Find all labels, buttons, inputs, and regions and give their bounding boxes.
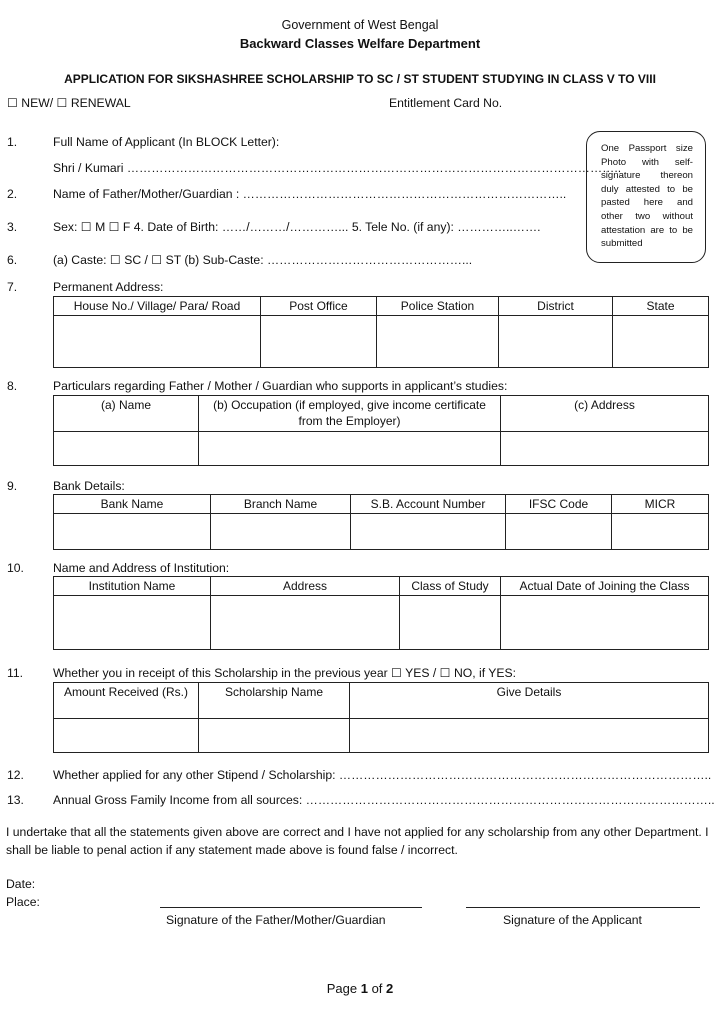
col-post-office: Post Office: [261, 297, 377, 316]
other-stipend-field[interactable]: Whether applied for any other Stipend / Scholarship: ………………………………………………………………………………..: [53, 768, 712, 782]
col-institution-name: Institution Name: [54, 577, 211, 596]
col-police-station: Police Station: [377, 297, 499, 316]
institution-cell[interactable]: [400, 596, 501, 650]
col-class: Class of Study: [400, 577, 501, 596]
bank-cell[interactable]: [612, 514, 709, 550]
col-district: District: [499, 297, 613, 316]
guardian-signature-line[interactable]: [160, 907, 422, 908]
address-table: [53, 296, 709, 368]
col-account-number: S.B. Account Number: [351, 495, 506, 514]
col-guardian-address: (c) Address: [501, 396, 709, 432]
col-joining-date: Actual Date of Joining the Class: [501, 577, 709, 596]
entitlement-card-label: Entitlement Card No.: [389, 96, 503, 110]
institution-table: [53, 576, 709, 650]
col-give-details: Give Details: [350, 683, 709, 719]
institution-cell[interactable]: [211, 596, 400, 650]
bank-table: [53, 494, 709, 550]
passport-photo-box: [586, 131, 706, 263]
guardian-cell[interactable]: [54, 432, 199, 466]
bank-cell[interactable]: [211, 514, 351, 550]
page-total: 2: [386, 981, 394, 996]
bank-cell[interactable]: [351, 514, 506, 550]
guardian-cell[interactable]: [199, 432, 501, 466]
col-institution-address: Address: [211, 577, 400, 596]
applicant-signature-label: Signature of the Applicant: [503, 913, 642, 927]
item-2-number: 2.: [7, 187, 18, 201]
new-renewal-checkboxes[interactable]: ☐ NEW/ ☐ RENEWAL: [7, 96, 131, 110]
item-11-number: 11.: [7, 666, 24, 680]
item-13-number: 13.: [7, 793, 24, 807]
form-title: APPLICATION FOR SIKSHASHREE SCHOLARSHIP TO SC / ST STUDENT STUDYING IN CLASS V TO VIII: [64, 72, 656, 86]
col-amount: Amount Received (Rs.): [54, 683, 199, 719]
institution-cell[interactable]: [501, 596, 709, 650]
item-12-number: 12.: [7, 768, 24, 782]
col-house: House No./ Village/ Para/ Road: [54, 297, 261, 316]
col-scholarship-name: Scholarship Name: [199, 683, 350, 719]
date-label: Date:: [6, 877, 36, 891]
caste-field[interactable]: (a) Caste: ☐ SC / ☐ ST (b) Sub-Caste: …………………………………………...: [53, 253, 473, 267]
previous-cell[interactable]: [350, 719, 709, 753]
of-word: of: [371, 981, 383, 996]
col-occupation: (b) Occupation (if employed, give income certificate from the Employer): [199, 396, 501, 432]
address-cell[interactable]: [54, 316, 261, 368]
page-word: Page: [326, 981, 358, 996]
item-1-number: 1.: [7, 135, 18, 149]
permanent-address-label: Permanent Address:: [53, 280, 164, 294]
applicant-name-label: Full Name of Applicant (In BLOCK Letter):: [53, 135, 280, 149]
previous-cell[interactable]: [199, 719, 350, 753]
address-cell[interactable]: [377, 316, 499, 368]
guardian-cell[interactable]: [501, 432, 709, 466]
family-income-field[interactable]: Annual Gross Family Income from all sources: ………………………………………………………………………………………..: [53, 793, 715, 807]
institution-cell[interactable]: [54, 596, 211, 650]
guardian-name-field[interactable]: Name of Father/Mother/Guardian : ……………………………………………………………………..: [53, 187, 567, 201]
guardian-particulars-label: Particulars regarding Father / Mother / Guardian who supports in applicant’s studies:: [53, 379, 508, 393]
page-indicator: [0, 981, 720, 996]
address-cell[interactable]: [613, 316, 709, 368]
col-ifsc: IFSC Code: [506, 495, 612, 514]
government-heading: Government of West Bengal: [281, 18, 439, 32]
institution-label: Name and Address of Institution:: [53, 561, 230, 575]
applicant-signature-line[interactable]: [466, 907, 700, 908]
declaration-text: I undertake that all the statements given above are correct and I have not applied for any scholarship from any other Department. I shall be liable to penal action if any statement made above is found false / incorrect.: [6, 825, 709, 857]
previous-scholarship-table: [53, 682, 709, 753]
guardian-signature-label: Signature of the Father/Mother/Guardian: [166, 913, 386, 927]
col-bank-name: Bank Name: [54, 495, 211, 514]
item-7-number: 7.: [7, 280, 18, 294]
address-cell[interactable]: [261, 316, 377, 368]
department-heading: Backward Classes Welfare Department: [239, 36, 481, 51]
bank-cell[interactable]: [506, 514, 612, 550]
previous-cell[interactable]: [54, 719, 199, 753]
col-guardian-name: (a) Name: [54, 396, 199, 432]
col-state: State: [613, 297, 709, 316]
item-3-number: 3.: [7, 220, 18, 234]
item-9-number: 9.: [7, 479, 18, 493]
previous-scholarship-label[interactable]: Whether you in receipt of this Scholarship in the previous year ☐ YES / ☐ NO, if YES:: [53, 666, 517, 680]
photo-instruction: One Passport size Photo with self-signature thereon duly attested to be pasted here and other two without attestation are to be submitted: [601, 143, 693, 250]
guardian-table: [53, 395, 709, 466]
bank-details-label: Bank Details:: [53, 479, 125, 493]
page-current: 1: [360, 981, 368, 996]
address-cell[interactable]: [499, 316, 613, 368]
bank-cell[interactable]: [54, 514, 211, 550]
place-label: Place:: [6, 895, 40, 909]
item-10-number: 10.: [7, 561, 24, 575]
applicant-name-field[interactable]: Shri / Kumari …………………………………………………………………………………………………………..: [53, 161, 622, 175]
col-branch-name: Branch Name: [211, 495, 351, 514]
sex-dob-phone-field[interactable]: Sex: ☐ M ☐ F 4. Date of Birth: ……/………/…………... 5. Tele No. (if any): …………..…….: [53, 220, 541, 234]
item-8-number: 8.: [7, 379, 18, 393]
col-micr: MICR: [612, 495, 709, 514]
item-6-number: 6.: [7, 253, 18, 267]
